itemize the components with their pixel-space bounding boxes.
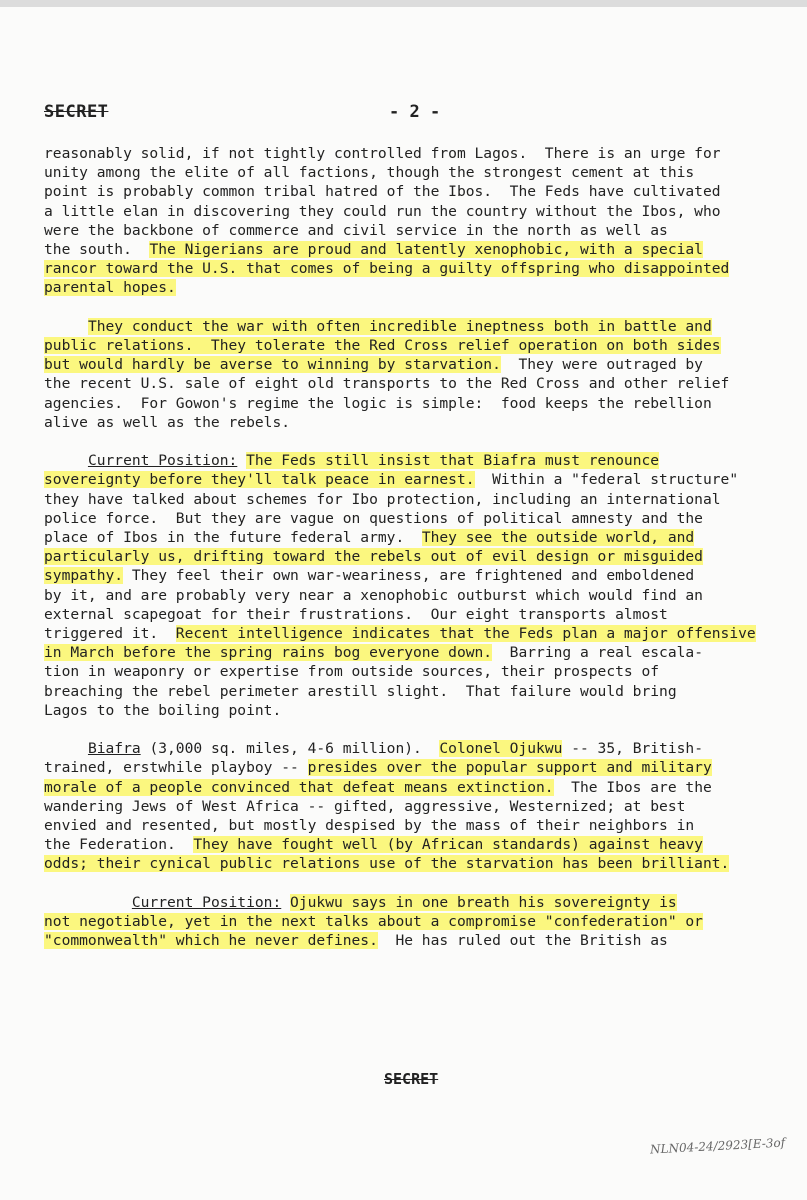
highlighted-text: Colonel Ojukwu (439, 740, 563, 758)
text-line (44, 605, 784, 624)
text-line (44, 202, 784, 221)
paragraph-gap (44, 432, 784, 451)
document-page (0, 7, 807, 1200)
text-line (44, 394, 784, 413)
text-line (44, 682, 784, 701)
text-segment: -- 35, British- (562, 740, 703, 758)
highlighted-text: Recent intelligence indicates that the Feds plan a major offensive (175, 625, 756, 643)
text-line (44, 854, 784, 873)
highlighted-text: sympathy. (44, 567, 124, 585)
classification-marking-top: SECRET (44, 102, 109, 122)
text-line (44, 221, 784, 240)
text-line (44, 893, 784, 912)
text-line (44, 374, 784, 393)
highlighted-text: public relations. They tolerate the Red Cross relief operation on both sides (44, 337, 721, 355)
text-segment: reasonably solid, if not tightly controlled from Lagos. There is an urge for (44, 145, 721, 162)
highlighted-text: They have fought well (by African standards) against heavy (193, 836, 703, 854)
text-segment: They were outraged by (500, 356, 703, 374)
text-segment: the recent U.S. sale of eight old transports to the Red Cross and other relief (44, 375, 730, 393)
text-line (44, 182, 784, 201)
highlighted-text: odds; their cynical public relations use of the starvation has been brilliant. (44, 855, 730, 873)
viewer-top-bar (0, 0, 807, 7)
text-segment: (3,000 sq. miles, 4-6 million). (140, 740, 440, 758)
text-segment (44, 740, 88, 757)
text-line (44, 509, 784, 528)
text-segment: the south. (44, 241, 150, 259)
archive-stamp: NLN04-24/2923[E-3of (649, 1135, 786, 1157)
text-segment: They feel their own war-weariness, are frightened and emboldened (123, 567, 695, 585)
text-line (44, 355, 784, 374)
text-segment (44, 318, 88, 335)
text-segment: The Ibos are the (553, 778, 712, 796)
highlighted-text: but would hardly be averse to winning by starvation. (44, 356, 501, 374)
text-segment (281, 894, 290, 911)
text-segment: alive as well as the rebels. (44, 413, 291, 431)
underlined-heading: Current Position: (87, 452, 238, 470)
paragraph-gap (44, 720, 784, 739)
text-segment: Barring a real escala- (492, 644, 703, 662)
text-line (44, 278, 784, 297)
text-segment: tion in weaponry or expertise from outside sources, their prospects of (44, 663, 660, 681)
text-segment: wandering Jews of West Africa -- gifted, aggressive, Westernized; at best (44, 797, 686, 815)
text-line (44, 586, 784, 605)
text-line (44, 662, 784, 681)
text-segment (237, 452, 246, 469)
classification-marking-bottom: SECRET (384, 1070, 439, 1088)
page-number: - 2 - (389, 102, 441, 122)
text-segment: trained, erstwhile playboy -- (44, 759, 308, 777)
highlighted-text: The Nigerians are proud and latently xenophobic, with a special (149, 241, 703, 259)
text-segment: Within a "federal structure" (474, 471, 739, 489)
text-line (44, 259, 784, 278)
text-line (44, 816, 784, 835)
highlighted-text: morale of a people convinced that defeat means extinction. (44, 778, 554, 796)
text-line (44, 317, 784, 336)
text-segment: breaching the rebel perimeter arestill slight. That failure would bring (44, 682, 677, 700)
text-line (44, 566, 784, 585)
text-segment: they have talked about schemes for Ibo protection, including an international (44, 490, 721, 508)
text-segment: agencies. For Gowon's regime the logic is simple: food keeps the rebellion (44, 394, 712, 412)
highlighted-text: rancor toward the U.S. that comes of being a guilty offspring who disappointed (44, 260, 730, 278)
text-segment: police force. But they are vague on questions of political amnesty and the (44, 509, 703, 527)
text-segment: He has ruled out the British as (377, 932, 668, 950)
highlighted-text: particularly us, drifting toward the rebels out of evil design or misguided (44, 548, 703, 566)
text-line (44, 144, 784, 163)
text-segment: envied and resented, but mostly despised by the mass of their neighbors in (44, 817, 695, 835)
page-header (44, 102, 764, 126)
text-segment: a little elan in discovering they could run the country without the Ibos, who (44, 202, 721, 220)
highlighted-text: "commonwealth" which he never defines. (44, 932, 378, 950)
highlighted-text: Ojukwu says in one breath his sovereignty is (290, 893, 677, 911)
text-segment: were the backbone of commerce and civil service in the north as well as (44, 221, 668, 239)
text-line (44, 797, 784, 816)
text-segment: by it, and are probably very near a xenophobic outburst which would find an (44, 586, 703, 604)
text-segment: the Federation. (44, 836, 194, 854)
underlined-heading: Current Position: (131, 893, 282, 911)
document-body (44, 144, 784, 950)
text-segment (44, 452, 88, 469)
text-line (44, 490, 784, 509)
text-segment: point is probably common tribal hatred of the Ibos. The Feds have cultivated (44, 183, 721, 201)
text-segment: triggered it. (44, 625, 176, 643)
paragraph-gap (44, 298, 784, 317)
highlighted-text: They conduct the war with often incredible ineptness both in battle and (87, 317, 712, 335)
text-segment: Lagos to the boiling point. (44, 701, 282, 719)
text-line (44, 931, 784, 950)
text-line (44, 547, 784, 566)
text-line (44, 643, 784, 662)
text-line (44, 758, 784, 777)
highlighted-text: They see the outside world, and (421, 529, 695, 547)
text-segment: place of Ibos in the future federal army. (44, 529, 422, 547)
text-line (44, 912, 784, 931)
highlighted-text: presides over the popular support and military (307, 759, 712, 777)
highlighted-text: parental hopes. (44, 279, 176, 297)
text-segment (44, 894, 132, 911)
text-line (44, 835, 784, 854)
highlighted-text: not negotiable, yet in the next talks about a compromise "confederation" or (44, 913, 703, 931)
text-line (44, 336, 784, 355)
text-line (44, 470, 784, 489)
text-line (44, 413, 784, 432)
highlighted-text: in March before the spring rains bog everyone down. (44, 644, 493, 662)
text-line (44, 778, 784, 797)
text-line (44, 240, 784, 259)
text-line (44, 739, 784, 758)
paragraph-gap (44, 874, 784, 893)
highlighted-text: sovereignty before they'll talk peace in earnest. (44, 471, 475, 489)
text-segment: unity among the elite of all factions, though the strongest cement at this (44, 164, 695, 182)
text-segment: external scapegoat for their frustrations. Our eight transports almost (44, 605, 668, 623)
text-line (44, 163, 784, 182)
highlighted-text: The Feds still insist that Biafra must renounce (246, 452, 660, 470)
text-line (44, 528, 784, 547)
underlined-heading: Biafra (87, 740, 141, 758)
text-line (44, 624, 784, 643)
text-line (44, 451, 784, 470)
text-line (44, 701, 784, 720)
